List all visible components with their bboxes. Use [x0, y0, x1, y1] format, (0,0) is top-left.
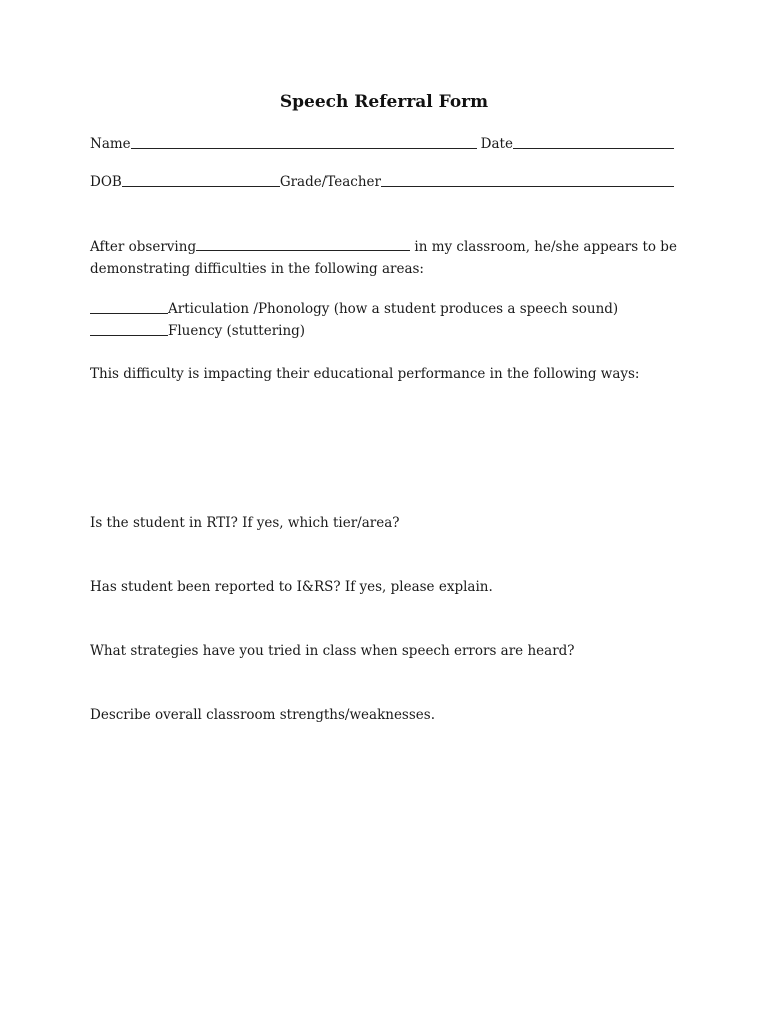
grade-teacher-label: Grade/Teacher [279, 174, 381, 190]
question-irs: Has student been reported to I&RS? If yes, please explain. [90, 579, 493, 595]
articulation-check-field[interactable] [90, 312, 168, 314]
dob-field[interactable] [122, 185, 280, 187]
date-label: Date [480, 136, 513, 152]
date-field[interactable] [513, 147, 674, 149]
name-date-row [90, 136, 674, 152]
observation-line2: demonstrating difficulties in the following areas: [90, 261, 424, 277]
observation-paragraph [90, 236, 680, 280]
fluency-check-field[interactable] [90, 334, 168, 336]
question-strategies: What strategies have you tried in class when speech errors are heard? [90, 643, 575, 659]
area-label: Fluency (stuttering) [168, 323, 306, 339]
dob-grade-row [90, 174, 674, 190]
area-label: Articulation /Phonology (how a student produces a speech sound) [168, 301, 619, 317]
question-rti: Is the student in RTI? If yes, which tier/area? [90, 515, 400, 531]
observation-prefix: After observing [90, 239, 197, 255]
student-observed-field[interactable] [196, 238, 410, 251]
impact-response-area[interactable] [90, 392, 674, 502]
rti-response-area[interactable] [90, 538, 674, 574]
strategies-response-area[interactable] [90, 666, 674, 702]
dob-label: DOB [90, 174, 122, 190]
name-field[interactable] [131, 147, 477, 149]
name-label: Name [90, 136, 131, 152]
question-strengths-weaknesses: Describe overall classroom strengths/weaknesses. [90, 707, 436, 723]
grade-teacher-field[interactable] [381, 185, 674, 187]
strengths-weaknesses-response-area[interactable] [90, 730, 674, 930]
page-title: Speech Referral Form [279, 92, 489, 112]
irs-response-area[interactable] [90, 602, 674, 638]
observation-suffix: in my classroom, he/she appears to be [410, 239, 677, 255]
area-item-articulation [90, 301, 618, 317]
area-item-fluency [90, 323, 305, 339]
impact-statement: This difficulty is impacting their educational performance in the following ways: [90, 366, 640, 382]
